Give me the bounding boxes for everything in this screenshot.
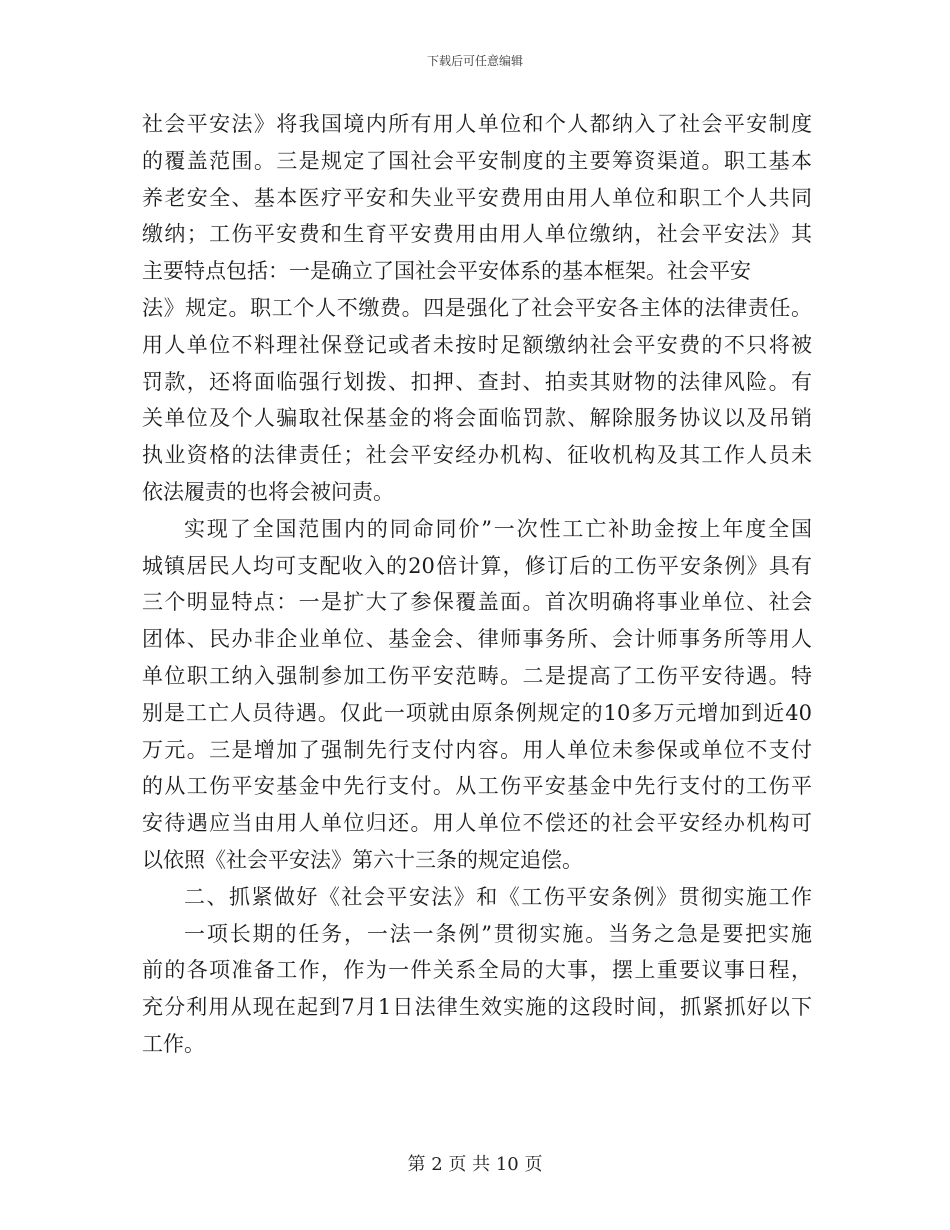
text-line: 三个明显特点：一是扩大了参保覆盖面。首次明确将事业单位、社会 [142, 590, 812, 615]
text-line: 以依照《社会平安法》第六十三条的规定追偿。 [142, 847, 583, 872]
text-line: 罚款，还将面临强行划拨、扣押、查封、拍卖其财物的法律风险。有 [142, 369, 812, 394]
text-line: 执业资格的法律责任；社会平安经办机构、征收机构及其工作人员未 [142, 443, 812, 468]
text-line: 社会平安法》将我国境内所有用人单位和个人都纳入了社会平安制度 [142, 112, 812, 136]
text-line: 实现了全国范围内的同命同价”一次性工亡补助金按上年度全国 [184, 516, 812, 541]
document-body [142, 106, 812, 1063]
text-line: 养老安全、基本医疗平安和失业平安费用由用人单位和职工个人共同 [142, 185, 812, 210]
text-line: 别是工亡人员待遇。仅此一项就由原条例规定的10多万元增加到近40 [142, 700, 812, 725]
text-line: 万元。三是增加了强制先行支付内容。用人单位未参保或单位不支付 [142, 737, 812, 762]
text-line: 的从工伤平安基金中先行支付。从工伤平安基金中先行支付的工伤平 [142, 774, 812, 799]
text-line: 缴纳；工伤平安费和生育平安费用由用人单位缴纳，社会平安法》其 [142, 222, 812, 247]
page-number-footer: 第 2 页 共 10 页 [407, 1154, 543, 1175]
text-line: 充分利用从现在起到7月1日法律生效实施的这段时间，抓紧抓好以下 [142, 995, 812, 1020]
text-line: 工作。 [142, 1031, 205, 1056]
text-line: 法》规定。职工个人不缴费。四是强化了社会平安各主体的法律责任。 [142, 295, 812, 320]
text-line: 的覆盖范围。三是规定了国社会平安制度的主要筹资渠道。职工基本 [142, 148, 812, 173]
text-line: 主要特点包括：一是确立了国社会平安体系的基本框架。社会平安 [142, 259, 751, 284]
text-line: 依法履责的也将会被问责。 [142, 479, 394, 504]
text-line: 团体、民办非企业单位、基金会、律师事务所、会计师事务所等用人 [142, 627, 812, 652]
text-line: 单位职工纳入强制参加工伤平安范畴。二是提高了工伤平安待遇。特 [142, 663, 812, 688]
text-line: 一项长期的任务，一法一条例”贯彻实施。当务之急是要把实施 [184, 921, 812, 946]
text-line: 安待遇应当由用人单位归还。用人单位不偿还的社会平安经办机构可 [142, 811, 812, 836]
page-header: 下载后可任意编辑 [426, 54, 523, 68]
section-heading: 二、抓紧做好《社会平安法》和《工伤平安条例》贯彻实施工作 [184, 884, 812, 909]
text-line: 关单位及个人骗取社保基金的将会面临罚款、解除服务协议以及吊销 [142, 406, 812, 431]
text-line: 用人单位不料理社保登记或者未按时足额缴纳社会平安费的不只将被 [142, 332, 812, 357]
text-line: 城镇居民人均可支配收入的20倍计算，修订后的工伤平安条例》具有 [142, 553, 812, 578]
text-line: 前的各项准备工作，作为一件关系全局的大事，摆上重要议事日程， [142, 958, 812, 983]
